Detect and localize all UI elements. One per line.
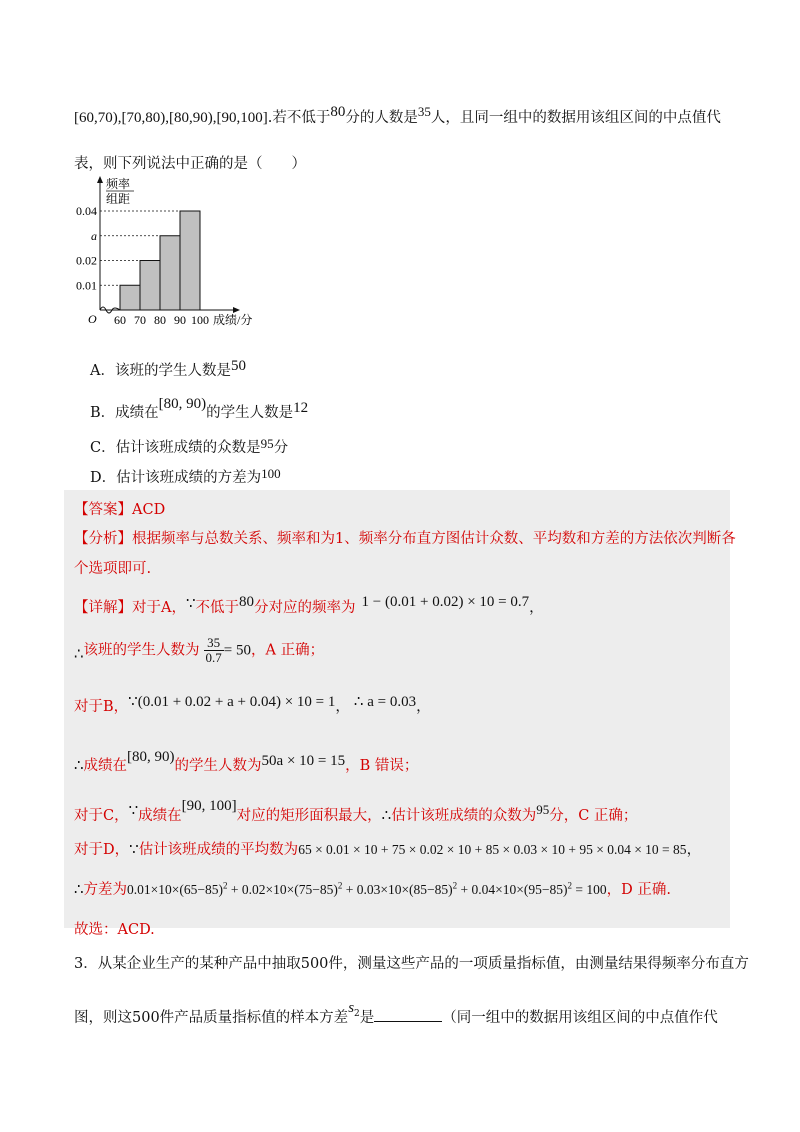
- intervals-math: [60,70),[70,80),[80,90),[90,100]: [74, 110, 268, 126]
- histogram-bar-70-80: [140, 261, 160, 311]
- problem3-line-1: 3．从某企业生产的某种产品中抽取500件，测量这些产品的一项质量指标值，由测量结果得频率分布直方: [74, 956, 749, 972]
- option-b: B．成绩在[80, 90)的学生人数是12: [90, 396, 309, 421]
- problem2-question: 表，则下列说法中正确的是（ ）: [74, 156, 306, 172]
- problem3-line-2: 图，则这500件产品质量指标值的样本方差$s^2$是 （同一组中的数据用该组区间的中点值作代: [74, 1000, 718, 1026]
- detail-line-a1: 【详解】对于A，∵不低于80分对应的频率为 1 − (0.01 + 0.02) × 10 = 0.7，: [74, 594, 544, 616]
- x-axis-label: 成绩/分: [213, 313, 253, 327]
- detail-line-c: 对于C，∵成绩在[90, 100]对应的矩形面积最大，∴估计该班成绩的众数为95分，C 正确；: [74, 798, 638, 824]
- y-tick-label: 0.01: [76, 278, 97, 293]
- detail-line-d1: 对于D，∵估计该班成绩的平均数为65 × 0.01 × 10 + 75 × 0.02 × 10 + 85 × 0.03 × 10 + 95 × 0.04 × 10 = 85，: [74, 842, 702, 858]
- y-tick-label: a: [91, 228, 97, 243]
- answer-line: 【答案】ACD: [74, 502, 166, 518]
- y-axis-label-denominator: 组距: [106, 192, 131, 206]
- option-a: A．该班的学生人数是50: [90, 358, 246, 379]
- analysis-line-1: 【分析】根据频率与总数关系、频率和为1、频率分布直方图估计众数、平均数和方差的方法依次判断各: [74, 531, 736, 547]
- y-axis-label-numerator: 频率: [106, 177, 131, 191]
- histogram-bar-60-70: [120, 285, 140, 310]
- analysis-line-2: 个选项即可.: [74, 561, 152, 577]
- x-tick-label: 70: [134, 313, 146, 327]
- final-answer: 故选：ACD.: [74, 922, 155, 938]
- detail-line-d2: ∴方差为$0.01\times 10\times(65-85)^2 + 0.02\times 10\times(75-85)^2 + 0.03\times 10\times(85-85)^2 + 0.04\times 10\times(95-85)^2 = 100$，D 正确.: [74, 880, 671, 898]
- x-tick-label: 100: [191, 313, 209, 327]
- option-c: C．估计该班成绩的众数是95分: [90, 436, 289, 456]
- x-tick-label: 60: [114, 313, 126, 327]
- variance-formula: $0.01\times 10\times(65-85)^2 + 0.02\times 10\times(75-85)^2 + 0.03\times 10\times(85-85)^2 + 0.04\times 10\times(95-85)^2 = 100$: [127, 880, 607, 897]
- y-tick-label: 0.04: [76, 204, 97, 218]
- answer-blank[interactable]: [374, 1007, 442, 1022]
- fraction-35-over-0.7: $\frac{35}{0.7}$: [205, 635, 222, 665]
- problem2-intro: [60,70),[70,80),[80,90),[90,100].若不低于80分的人数是35人，且同一组中的数据用该组区间的中点值代: [74, 104, 721, 126]
- x-tick-label: 80: [154, 313, 166, 327]
- option-d: D．估计该班成绩的方差为100: [90, 466, 281, 486]
- y-axis-arrow: [97, 176, 103, 183]
- detail-line-a2: ∴该班的学生人数为 $\frac{35}{0.7}$ = 50，A 正确；: [74, 635, 325, 665]
- y-tick-label: 0.02: [76, 253, 97, 268]
- detail-line-b2: ∴成绩在[80, 90)的学生人数为50a × 10 = 15，B 错误；: [74, 749, 419, 774]
- detail-line-b1: 对于B，∵(0.01 + 0.02 + a + 0.04) × 10 = 1， ∴ a = 0.03，: [74, 694, 431, 715]
- histogram-bar-80-90: [160, 236, 180, 310]
- origin-label: O: [88, 312, 97, 326]
- frequency-histogram: [70, 172, 270, 332]
- histogram-bar-90-100: [180, 211, 200, 310]
- x-tick-label: 90: [174, 313, 186, 327]
